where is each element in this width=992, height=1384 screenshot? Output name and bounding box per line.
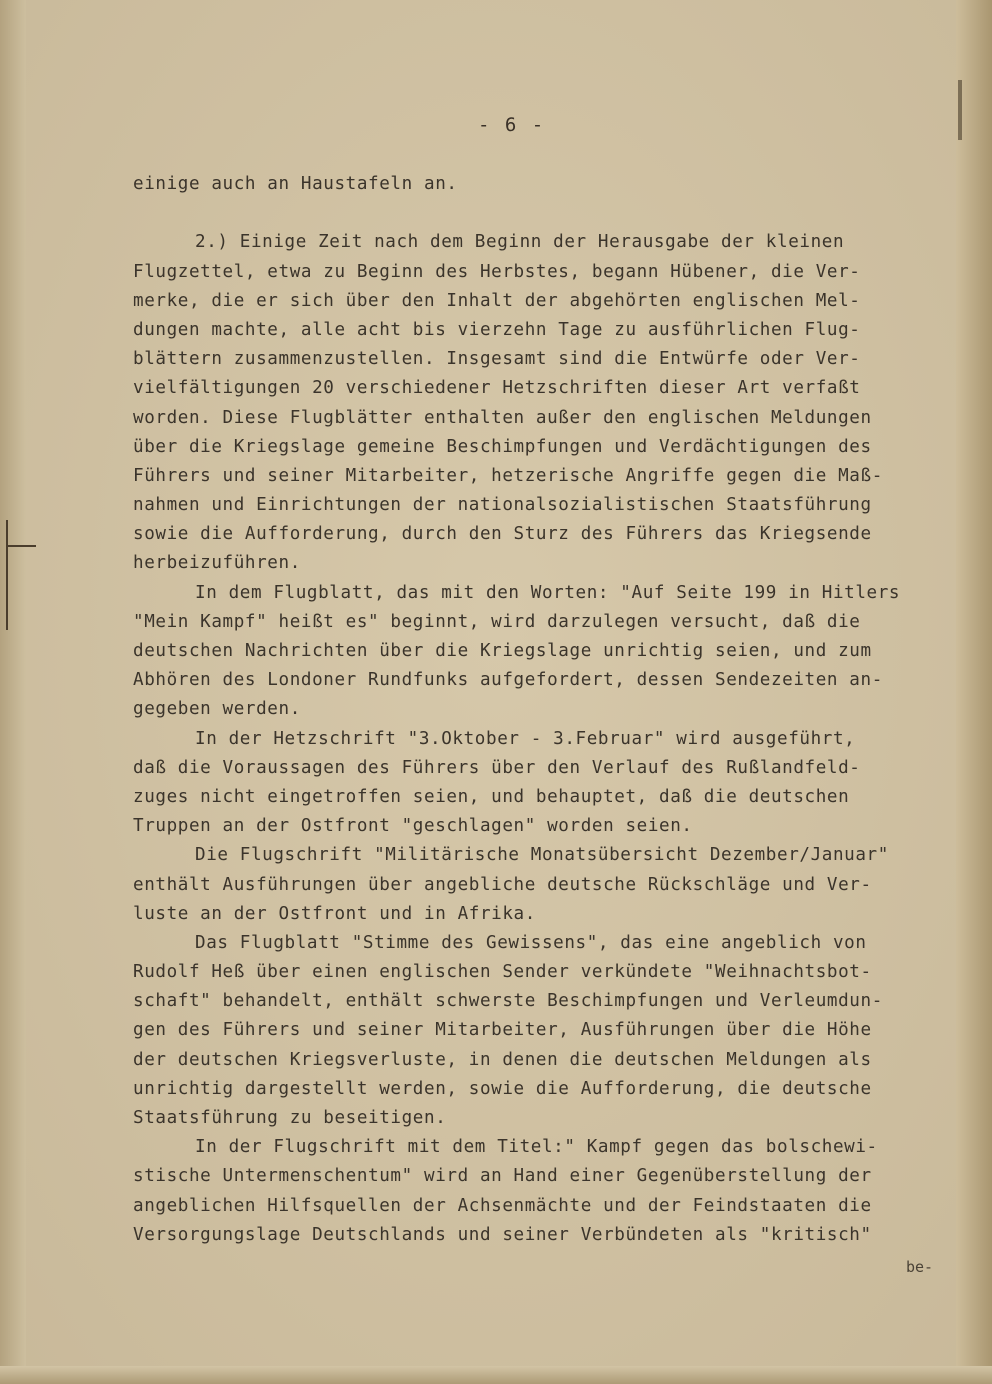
text-line: deutschen Nachrichten über die Kriegslage unrichtig seien, und zum	[133, 641, 872, 661]
text-line: Das Flugblatt "Stimme des Gewissens", das eine angeblich von	[195, 932, 867, 953]
text-line: Flugzettel, etwa zu Beginn des Herbstes, begann Hübener, die Ver-	[133, 261, 861, 282]
text-line: unrichtig dargestellt werden, sowie die Aufforderung, die deutsche	[133, 1078, 872, 1099]
text-line: Truppen an der Ostfront "geschlagen" worden seien.	[133, 816, 693, 837]
text-line: In dem Flugblatt, das mit den Worten: "Auf Seite 199 in Hitlers	[195, 582, 901, 603]
text-line: sowie die Aufforderung, durch den Sturz des Führers das Kriegsende	[133, 524, 872, 545]
page-bottom-edge	[0, 1366, 992, 1384]
text-line: Führers und seiner Mitarbeiter, hetzerische Angriffe gegen die Maß-	[133, 465, 883, 486]
blank-line	[133, 199, 953, 228]
margin-mark	[6, 520, 8, 630]
text-line: In der Flugschrift mit dem Titel:" Kampf gegen das bolschewi-	[195, 1137, 878, 1158]
margin-mark	[6, 545, 36, 547]
text-line: Rudolf Heß über einen englischen Sender verkündete "Weihnachtsbot-	[133, 962, 872, 983]
text-line: schaft" behandelt, enthält schwerste Beschimpfungen und Verleumdun-	[133, 991, 883, 1012]
page-right-edge	[956, 0, 992, 1384]
text-line: "Mein Kampf" heißt es" beginnt, wird darzulegen versucht, daß die	[133, 611, 861, 632]
text-line: nahmen und Einrichtungen der nationalsozialistischen Staatsführung	[133, 495, 872, 516]
text-line: herbeizuführen.	[133, 553, 301, 574]
text-line: einige auch an Haustafeln an.	[133, 174, 458, 194]
text-line: zuges nicht eingetroffen seien, und behauptet, daß die deutschen	[133, 786, 850, 807]
text-line: worden. Diese Flugblätter enthalten außer den englischen Meldungen	[133, 407, 872, 428]
text-line: Die Flugschrift "Militärische Monatsübersicht Dezember/Januar"	[195, 845, 889, 866]
text-line: daß die Voraussagen des Führers über den Verlauf des Rußlandfeld-	[133, 757, 861, 778]
text-line: In der Hetzschrift "3.Oktober - 3.Februar" wird ausgeführt,	[195, 728, 856, 749]
body-text	[133, 170, 953, 1250]
text-line: Versorgungslage Deutschlands und seiner Verbündeten als "kritisch"	[133, 1224, 872, 1245]
text-line: gen des Führers und seiner Mitarbeiter, Ausführungen über die Höhe	[133, 1020, 872, 1041]
text-line: angeblichen Hilfsquellen der Achsenmächte und der Feindstaaten die	[133, 1195, 872, 1216]
text-line: stische Untermenschentum" wird an Hand einer Gegenüberstellung der	[133, 1166, 872, 1187]
text-line: der deutschen Kriegsverluste, in denen die deutschen Meldungen als	[133, 1049, 872, 1070]
text-line: über die Kriegslage gemeine Beschimpfungen und Verdächtigungen des	[133, 436, 872, 457]
text-line: dungen machte, alle acht bis vierzehn Tage zu ausführlichen Flug-	[133, 319, 861, 340]
text-line: luste an der Ostfront und in Afrika.	[133, 903, 536, 924]
text-line: Staatsführung zu beseitigen.	[133, 1108, 447, 1128]
catchword: be-	[906, 1258, 934, 1276]
text-line: enthält Ausführungen über angebliche deutsche Rückschläge und Ver-	[133, 874, 872, 895]
text-line: blättern zusammenzustellen. Insgesamt sind die Entwürfe oder Ver-	[133, 349, 861, 370]
text-line: vielfältigungen 20 verschiedener Hetzschriften dieser Art verfaßt	[133, 378, 861, 399]
text-line: 2.) Einige Zeit nach dem Beginn der Herausgabe der kleinen	[195, 232, 845, 253]
margin-mark	[958, 80, 962, 140]
text-line: Abhören des Londoner Rundfunks aufgefordert, dessen Sendezeiten an-	[133, 670, 883, 691]
text-line: gegeben werden.	[133, 699, 301, 720]
page-left-edge	[0, 0, 26, 1384]
text-line: merke, die er sich über den Inhalt der abgehörten englischen Mel-	[133, 290, 861, 311]
page-number: - 6 -	[478, 114, 546, 136]
